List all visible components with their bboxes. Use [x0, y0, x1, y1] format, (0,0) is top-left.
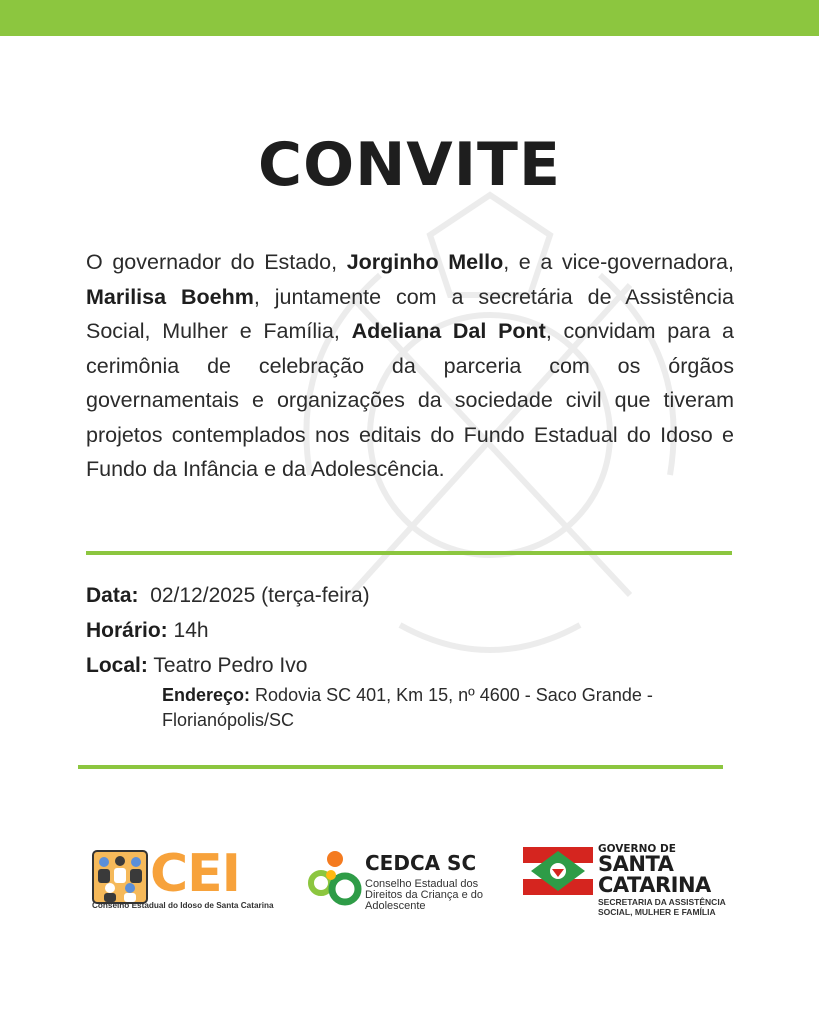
place-row: [86, 650, 746, 681]
paragraph-text-1: O governador do Estado,: [86, 250, 347, 274]
page-title: CONVITE: [258, 130, 561, 200]
sc-secretariat-line2: SOCIAL, MULHER E FAMÍLIA: [598, 906, 716, 917]
sc-name-line1: SANTA: [598, 852, 674, 876]
sc-government-label: GOVERNO DE: [598, 843, 676, 855]
date-row: [86, 580, 746, 611]
santa-catarina-government-logo: [521, 843, 731, 923]
cei-caption: Conselho Estadual do Idoso de Santa Catarina: [92, 901, 274, 910]
sc-name-line2: CATARINA: [598, 873, 711, 897]
invitation-paragraph: [86, 245, 734, 487]
cei-logo: [90, 844, 274, 914]
address-value: Rodovia SC 401, Km 15, nº 4600 - Saco Grande - Florianópolis/SC: [162, 685, 653, 730]
vice-governor-name: Marilisa Boehm: [86, 284, 254, 309]
date-value: 02/12/2025 (terça-feira): [150, 584, 370, 607]
sc-secretariat: [598, 898, 726, 917]
paragraph-text-4: , convidam para a cerimônia de celebração da parceria com os órgãos governamentais e organizações da sociedade civil que tiveram projetos contemplados nos editais do Fundo Estadual do Idoso e Fundo da Infância e da Adolescência.: [86, 319, 734, 481]
secretary-name: Adeliana Dal Pont: [351, 319, 546, 343]
divider-bottom: [78, 765, 723, 769]
place-value: Teatro Pedro Ivo: [153, 654, 308, 677]
place-label: Local:: [86, 654, 148, 677]
event-details: [86, 580, 746, 733]
elderly-people-icon: [92, 850, 148, 904]
time-value: 14h: [173, 619, 209, 642]
address-label: Endereço:: [162, 685, 251, 705]
santa-catarina-flag-icon: [523, 847, 593, 895]
paragraph-text-2: , e a vice-governadora,: [503, 250, 734, 274]
paragraph-text-3: , juntamente com a secretária de Assistência Social, Mulher e Família,: [86, 284, 734, 343]
divider-top: [86, 551, 732, 555]
top-accent-bar: [0, 0, 819, 36]
governor-name: Jorginho Mello: [346, 250, 504, 274]
time-row: [86, 615, 746, 646]
cedca-caption: Conselho Estadual dos Direitos da Criança e do Adolescente: [365, 878, 484, 912]
sc-state-name: [598, 854, 711, 896]
cei-wordmark: CEI: [150, 844, 241, 904]
sc-secretariat-line1: SECRETARIA DA ASSISTÊNCIA: [598, 897, 726, 907]
cedca-circles-icon: [307, 849, 363, 909]
cedca-logo: [307, 849, 497, 913]
date-label: Data:: [86, 584, 139, 607]
time-label: Horário:: [86, 619, 168, 642]
cedca-wordmark: CEDCA SC: [365, 851, 477, 875]
address-row: [162, 683, 746, 733]
